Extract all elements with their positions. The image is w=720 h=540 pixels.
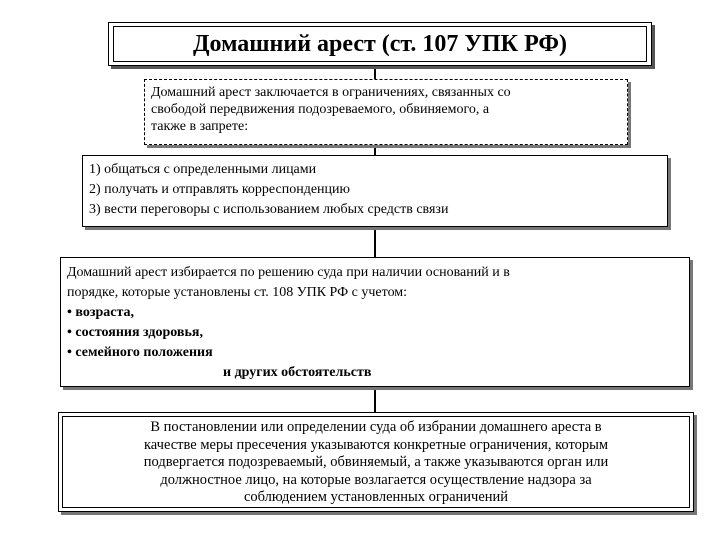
resolution-line: качестве меры пресечения указываются конкретные ограничения, которым <box>143 436 609 453</box>
prohibitions-box <box>82 155 668 227</box>
intro-line: свободой передвижения подозреваемого, обвиняемого, а <box>151 102 490 117</box>
resolution-line: подвергается подозреваемый, обвиняемый, а также указываются орган или <box>143 454 609 470</box>
decision-factor: • семейного положения <box>67 345 213 360</box>
intro-box <box>144 79 628 145</box>
prohibition-item: 1) общаться с определенными лицами <box>89 162 317 177</box>
intro-line: Домашний арест заключается в ограничениях, связанных со <box>151 85 511 100</box>
prohibition-item: 2) получать и отправлять корреспонденцию <box>89 182 350 197</box>
connector-intro-list <box>374 145 376 155</box>
decision-factor: • состояния здоровья, <box>67 325 203 340</box>
resolution-box <box>58 412 694 512</box>
decision-other: и других обстоятельств <box>223 365 372 380</box>
title-box <box>108 22 652 66</box>
connector-list-decision <box>374 227 376 257</box>
resolution-box-inner-border <box>62 416 690 508</box>
decision-line: порядке, которые установлены ст. 108 УПК РФ с учетом: <box>67 285 408 300</box>
connector-decision-resolution <box>374 387 376 412</box>
prohibition-item: 3) вести переговоры с использованием любых средств связи <box>89 202 449 217</box>
resolution-line: должностное лицо, на которые возлагается осуществление надзора за <box>160 471 592 488</box>
intro-line: также в запрете: <box>151 119 249 134</box>
page-title: Домашний арест (ст. 107 УПК РФ) <box>193 31 567 57</box>
decision-line: Домашний арест избирается по решению суда при наличии оснований и в <box>67 265 510 280</box>
resolution-line: соблюдением установленных ограничений <box>243 489 509 505</box>
decision-factor: • возраста, <box>67 305 135 320</box>
decision-box <box>60 257 690 387</box>
title-box-inner-border <box>113 26 647 62</box>
resolution-line: В постановлении или определении суда об избрании домашнего ареста в <box>150 419 602 435</box>
connector-title-intro <box>374 66 376 79</box>
